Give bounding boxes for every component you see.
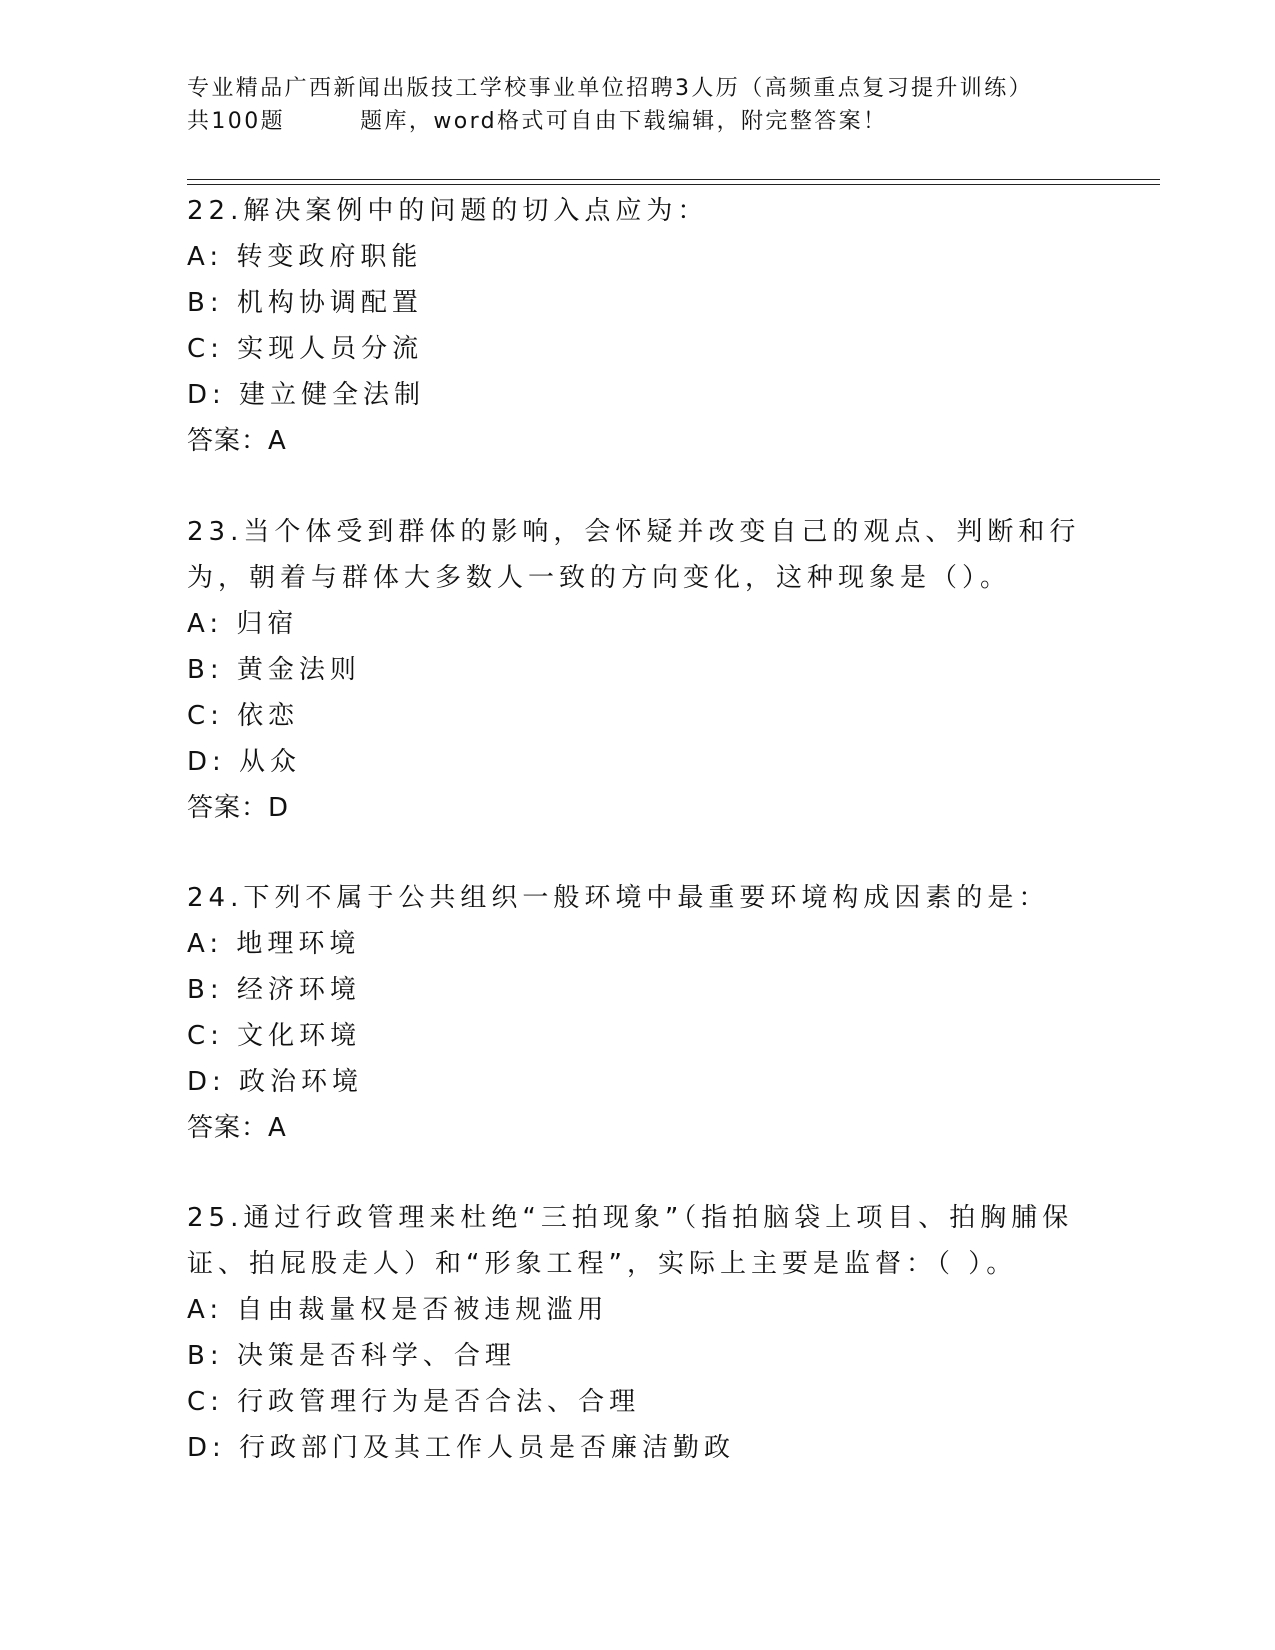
answer-line: 答案：A <box>187 1113 287 1143</box>
question-stem: 22.解决案例中的问题的切入点应为： <box>187 196 709 226</box>
option-b: B: 经济环境 <box>187 975 361 1005</box>
option-d: D: 建立健全法制 <box>187 380 426 410</box>
question-stem: 24.下列不属于公共组织一般环境中最重要环境构成因素的是： <box>187 883 1050 913</box>
option-a: A: 转变政府职能 <box>187 242 423 272</box>
option-d: D: 行政部门及其工作人员是否廉洁勤政 <box>187 1433 736 1463</box>
document-header <box>187 72 1107 138</box>
question-24 <box>187 875 1087 1151</box>
question-22 <box>187 188 1087 464</box>
question-stem: 25.通过行政管理来杜绝“三拍现象”（指拍脑袋上项目、拍胸脯保证、拍屁股走人）和“形象工程”，实际上主要是监督：（ ）。 <box>187 1203 1074 1279</box>
question-stem: 23.当个体受到群体的影响，会怀疑并改变自己的观点、判断和行为，朝着与群体大多数人一致的方向变化，这种现象是（）。 <box>187 517 1081 593</box>
header-divider-bottom <box>187 184 1160 185</box>
option-d: D: 政治环境 <box>187 1067 364 1097</box>
header-divider-top <box>187 179 1160 180</box>
option-c: C: 依恋 <box>187 701 300 731</box>
answer-line: 答案：A <box>187 426 287 456</box>
question-23 <box>187 509 1087 831</box>
option-c: C: 文化环境 <box>187 1021 362 1051</box>
option-b: B: 机构协调配置 <box>187 288 423 318</box>
option-b: B: 黄金法则 <box>187 655 361 685</box>
option-a: A: 自由裁量权是否被违规滥用 <box>187 1295 609 1325</box>
question-25 <box>187 1195 1087 1471</box>
option-c: C: 行政管理行为是否合法、合理 <box>187 1387 641 1417</box>
option-a: A: 归宿 <box>187 609 299 639</box>
option-a: A: 地理环境 <box>187 929 361 959</box>
answer-line: 答案：D <box>187 793 290 823</box>
header-title-line: 专业精品广西新闻出版技工学校事业单位招聘3人历（高频重点复习提升训练） <box>187 76 1033 101</box>
option-b: B: 决策是否科学、合理 <box>187 1341 516 1371</box>
header-subtitle-line: 共100题 题库，word格式可自由下载编辑，附完整答案！ <box>187 109 888 134</box>
option-d: D: 从众 <box>187 747 302 777</box>
option-c: C: 实现人员分流 <box>187 334 424 364</box>
